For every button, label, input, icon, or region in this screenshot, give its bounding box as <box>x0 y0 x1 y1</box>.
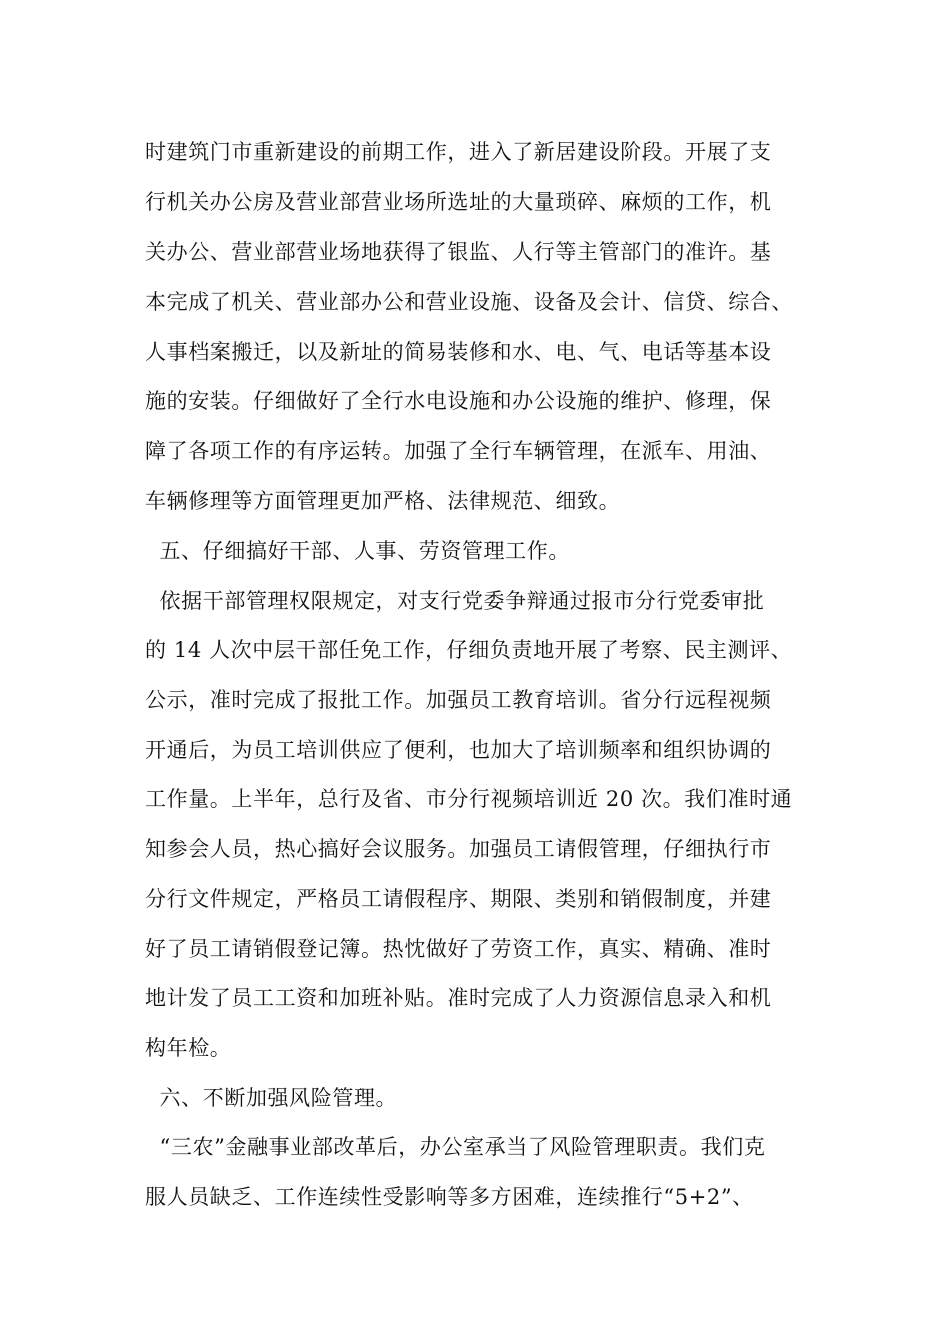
body-text-line: “三农”金融事业部改革后，办公室承当了风险管理职责。我们克 <box>145 1135 766 1159</box>
body-text-line: 施的安装。仔细做好了全行水电设施和办公设施的维护、修理，保 <box>145 389 772 413</box>
body-text-line: 地计发了员工工资和加班补贴。准时完成了人力资源信息录入和机 <box>145 986 772 1010</box>
body-text-line: 关办公、营业部营业场地获得了银监、人行等主管部门的准许。基 <box>145 240 772 264</box>
body-text-line: 障了各项工作的有序运转。加强了全行车辆管理，在派车、用油、 <box>145 439 772 463</box>
body-text-line: 行机关办公房及营业部营业场所选址的大量琐碎、麻烦的工作，机 <box>145 190 772 214</box>
body-text-line: 工作量。上半年，总行及省、市分行视频培训近 20 次。我们准时通 <box>145 787 793 811</box>
body-text-line: 人事档案搬迁，以及新址的简易装修和水、电、气、电话等基本设 <box>145 340 772 364</box>
body-text-line: 分行文件规定，严格员工请假程序、期限、类别和销假制度，并建 <box>145 887 772 911</box>
body-text-line: 构年检。 <box>145 1036 232 1060</box>
body-text-line: 知参会人员，热心搞好会议服务。加强员工请假管理，仔细执行市 <box>145 837 772 861</box>
body-text-line: 时建筑门市重新建设的前期工作，进入了新居建设阶段。开展了支 <box>145 140 772 164</box>
body-text-line: 依据干部管理权限规定，对支行党委争辩通过报市分行党委审批 <box>145 589 765 613</box>
body-text-line: 公示，准时完成了报批工作。加强员工教育培训。省分行远程视频 <box>145 688 772 712</box>
body-text-line: 开通后，为员工培训供应了便利，也加大了培训频率和组织协调的 <box>145 738 772 762</box>
body-text-line: 车辆修理等方面管理更加严格、法律规范、细致。 <box>145 489 621 513</box>
body-text-line: 的 14 人次中层干部任免工作，仔细负责地开展了考察、民主测评、 <box>145 638 793 662</box>
section-heading: 五、仔细搞好干部、人事、劳资管理工作。 <box>145 539 570 563</box>
body-text-line: 好了员工请销假登记簿。热忱做好了劳资工作，真实、精确、准时 <box>145 937 772 961</box>
body-text-line: 服人员缺乏、工作连续性受影响等多方困难，连续推行“5+2”、 <box>145 1185 754 1209</box>
body-text-line: 本完成了机关、营业部办公和营业设施、设备及会计、信贷、综合、 <box>145 290 793 314</box>
section-heading: 六、不断加强风险管理。 <box>145 1086 398 1110</box>
